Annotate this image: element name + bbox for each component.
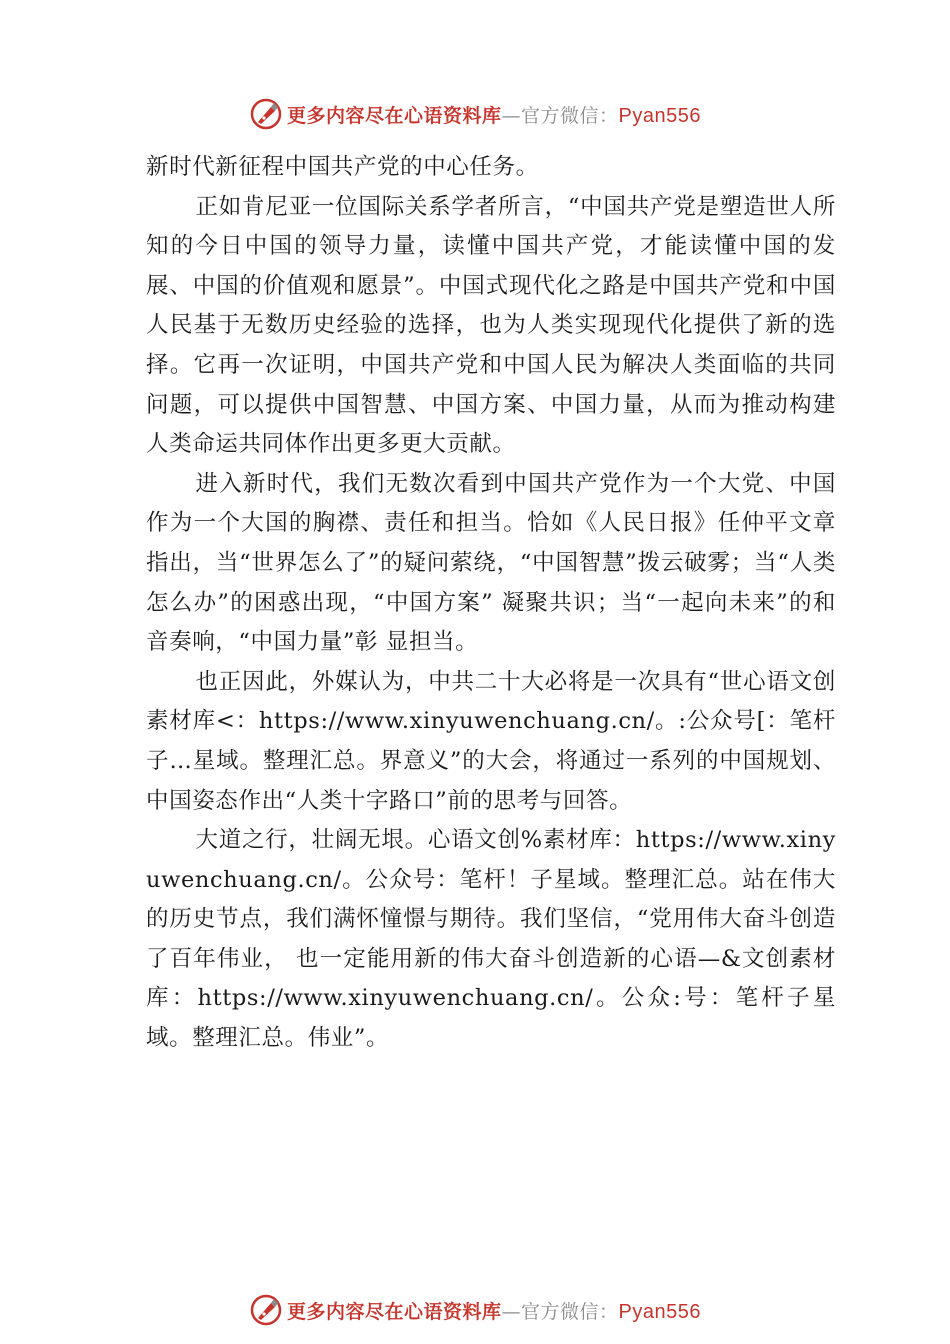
paragraph-3: 进入新时代，我们无数次看到中国共产党作为一个大党、中国作为一个大国的胸襟、责任和担当。恰如《人民日报》任仲平文章指出，当“世界怎么了”的疑问萦绕，“中国智慧”拨云破雾；当“人类怎么办”的困惑出现，“中国方案” 凝聚共识；当“一起向未来”的和音奏响，“中国力量”彰 显担当。 (146, 470, 836, 656)
pen-nib-logo-icon (249, 97, 283, 131)
footer-red-text: 更多内容尽在心语资料库 (287, 1300, 502, 1323)
footer-wechat-id: Pyan556 (618, 1300, 701, 1323)
document-body (146, 148, 836, 1059)
header-grey-text: —官方微信： (501, 104, 619, 127)
footer-banner (0, 1290, 950, 1330)
paragraph-1: 新时代新征程中国共产党的中心任务。 (146, 154, 539, 180)
footer-grey-text: —官方微信： (501, 1300, 619, 1323)
header-red-text: 更多内容尽在心语资料库 (287, 104, 502, 127)
paragraph-4: 也正因此，外媒认为，中共二十大必将是一次具有“世心语文创素材库<：https://www.xinyuwenchuang.cn/。:公众号[：笔杆子…星域。整理汇总。界意义”的大会，将通过一系列的中国规划、中国姿态作出“人类十字路口”前的思考与回答。 (146, 668, 836, 814)
header-banner (0, 94, 950, 134)
paragraph-2: 正如肯尼亚一位国际关系学者所言，“中国共产党是塑造世人所知的今日中国的领导力量，读懂中国共产党，才能读懂中国的发展、中国的价值观和愿景”。中国式现代化之路是中国共产党和中国人民基于无数历史经验的选择，也为人类实现现代化提供了新的选择。它再一次证明，中国共产党和中国人民为解决人类面临的共同问题，可以提供中国智慧、中国方案、中国力量，从而为推动构建人类命运共同体作出更多更大贡献。 (146, 193, 836, 458)
header-wechat-id: Pyan556 (618, 104, 701, 127)
header-text (287, 101, 701, 128)
paragraph-5: 大道之行，壮阔无垠。心语文创%素材库：https://www.xinyuwenchuang.cn/。公众号：笔杆！子星域。整理汇总。站在伟大的历史节点，我们满怀憧憬与期待。我们坚信，“党用伟大奋斗创造了百年伟业， 也一定能用新的伟大奋斗创造新的心语—&文创素材库：https://www.xinyuwenchuang.cn/。公众:号：笔杆子星域。整理汇总。伟业”。 (146, 827, 836, 1052)
footer-text (287, 1297, 701, 1324)
pen-nib-logo-icon (249, 1293, 283, 1327)
